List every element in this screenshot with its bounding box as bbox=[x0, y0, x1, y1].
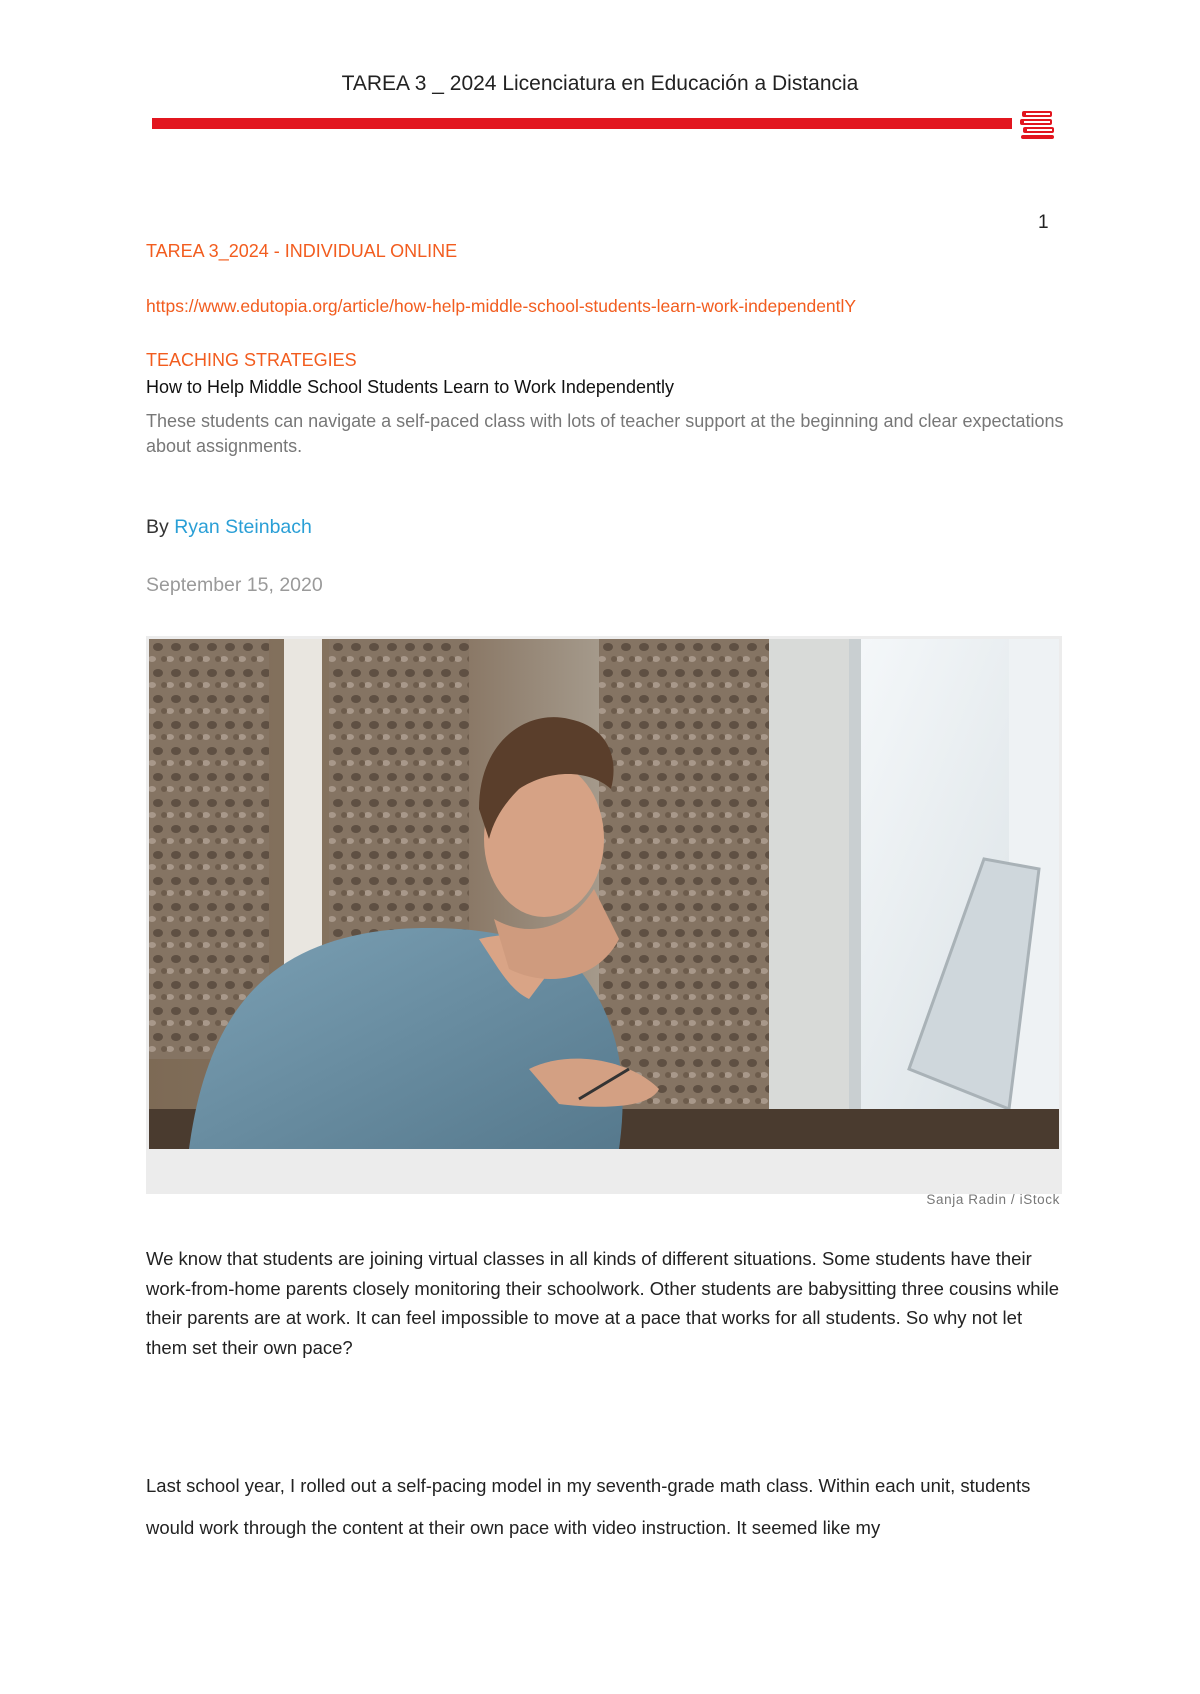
byline-prefix: By bbox=[146, 516, 169, 538]
publish-date: September 15, 2020 bbox=[146, 574, 323, 596]
assignment-label: TAREA 3_2024 - INDIVIDUAL ONLINE bbox=[146, 241, 458, 261]
body-paragraph-1: We know that students are joining virtual classes in all kinds of different situations. Some students have their work-from-home parents closely monitoring their schoolwork. Other students are babysitting three cousins while their parents are at work. It can feel impossible to move at a pace that works for all students. So why not let them set their own pace? bbox=[146, 1248, 1060, 1358]
article-figure bbox=[146, 636, 1062, 1194]
running-header-title: TAREA 3 _ 2024 Licenciatura en Educación a Distancia bbox=[341, 72, 859, 95]
books-icon bbox=[1018, 108, 1058, 140]
article-category: TEACHING STRATEGIES bbox=[146, 350, 357, 370]
student-laptop-photo bbox=[149, 639, 1059, 1149]
image-credit: Sanja Radin / iStock bbox=[926, 1192, 1060, 1207]
article-url-link[interactable]: https://www.edutopia.org/article/how-help-middle-school-students-learn-work-independentlY bbox=[146, 296, 857, 316]
header-red-rule bbox=[152, 118, 1012, 129]
body-paragraph-2: Last school year, I rolled out a self-pacing model in my seventh-grade math class. Within each unit, students would work through the content at their own pace with video instruction. It seemed like my bbox=[146, 1475, 1031, 1538]
byline bbox=[146, 516, 312, 539]
author-link[interactable]: Ryan Steinbach bbox=[174, 516, 312, 538]
article-dek: These students can navigate a self-paced class with lots of teacher support at the beginning and clear expectations about assignments. bbox=[146, 411, 1064, 456]
page-number: 1 bbox=[1038, 212, 1049, 233]
article-headline: How to Help Middle School Students Learn to Work Independently bbox=[146, 377, 674, 397]
